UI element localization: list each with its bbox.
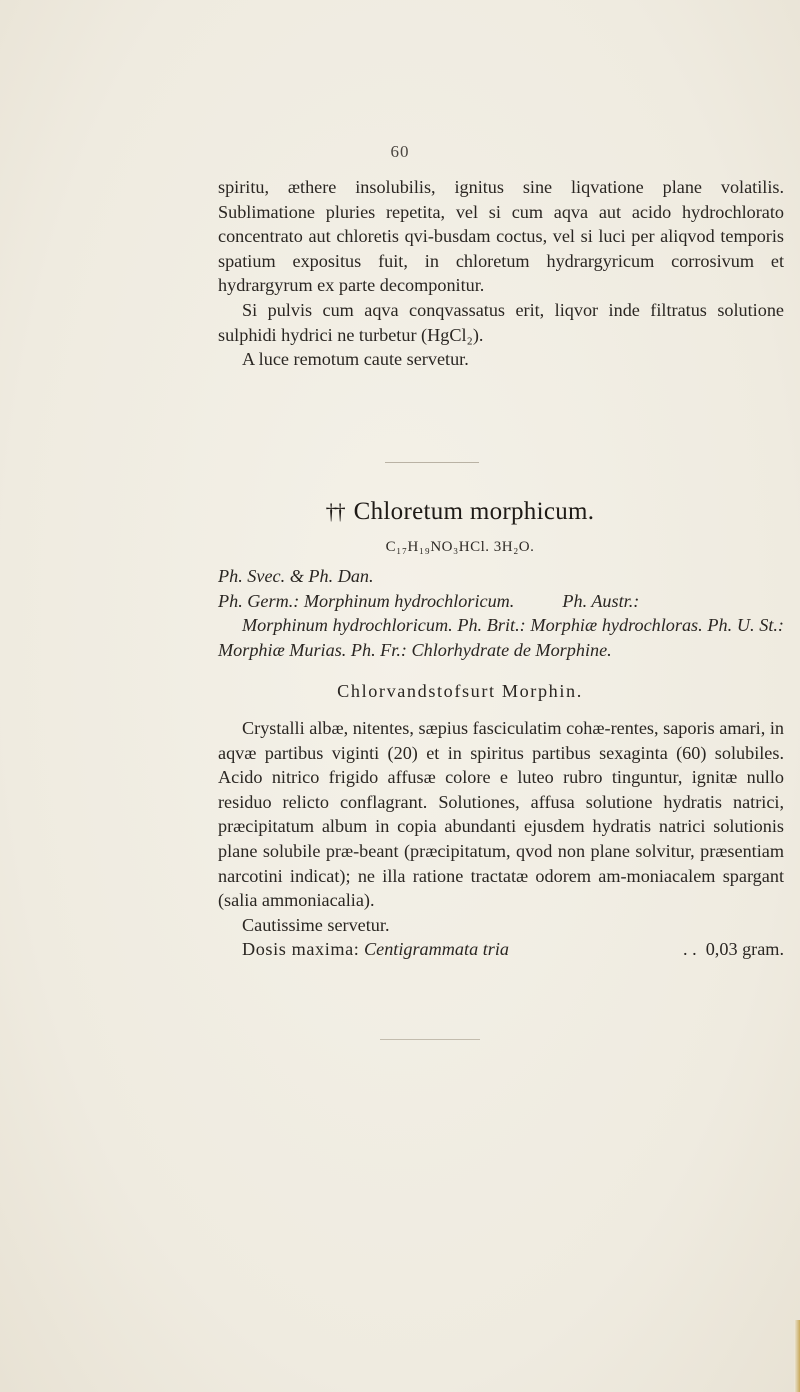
description-text	[218, 716, 784, 962]
intro-paragraph: spiritu, æthere insolubilis, ignitus sine liqvatione plane volatilis. Sublimatione pluries repetita, vel si cum aqva aut acido hydrochlorato concentrato aut chloretis qvi-busdam coctus, vel si luci per aliqvod temporis spatium expositus fuit, in chloretum hydrargyricum corrosivum et hydrargyrum ex parte decomponitur.	[218, 177, 784, 296]
pharmacopoeia-line	[218, 589, 784, 614]
description-paragraph: Crystalli albæ, nitentes, sæpius fasciculatim cohæ-rentes, saporis amari, in aqvæ partibus viginti (20) et in spiritus partibus sexaginta (60) solubiles. Acido nitrico frigido affusæ colore e luteo rubro tinguntur, ignitæ nullo residuo relicto conflagrant. Solutiones, affusa solutione hydratis natrici, præcipitatum album in copia abundanti ejusdem hydratis natrici solutionis plane solubile præ-beant (præcipitatum, qvod non plane solvitur, præsentiam narcotini indicat); ne illa ratione tractatæ odorem am-moniacalem spargant (salia ammoniacalia).	[218, 718, 784, 911]
chemical-formula: C₁₇H₁₉NO₃HCl. 3H₂O.	[385, 539, 535, 555]
pharmacopoeia-germ: Ph. Germ.: Morphinum hydrochloricum.	[218, 590, 515, 611]
swedish-name: Chlorvandstofsurt Morphin.	[337, 681, 583, 701]
intro-paragraph: A luce remotum caute servetur.	[242, 349, 469, 370]
section-divider	[380, 1039, 480, 1040]
dose-dots: . .	[682, 939, 697, 960]
page-edge-stain	[794, 1320, 800, 1392]
page-number: 60	[390, 142, 410, 161]
pharmacopoeia-line: Morphinum hydrochloricum. Ph. Brit.: Morphiæ hydrochloras. Ph. U. St.: Morphiæ Murias. Ph. Fr.: Chlorhydrate de Morphine.	[218, 615, 784, 660]
dagger-mark: ††	[325, 499, 344, 524]
pharmacopoeia-austr: Ph. Austr.:	[562, 590, 640, 611]
pharmacopoeia-line: Ph. Svec. & Ph. Dan.	[218, 566, 374, 586]
storage-note: Cautissime servetur.	[242, 914, 390, 935]
intro-paragraph: Si pulvis cum aqva conqvassatus erit, liqvor inde filtratus solutione sulphidi hydrici ne turbetur (HgCl₂).	[218, 299, 784, 345]
entry-title	[0, 498, 800, 526]
dose-label: Dosis maxima:	[242, 939, 360, 960]
pharmacopoeia-references	[218, 564, 784, 662]
section-divider	[385, 462, 479, 463]
entry-title-text: Chloretum morphicum.	[353, 498, 595, 525]
intro-text	[218, 175, 784, 372]
dose-value: Centigrammata tria	[363, 939, 509, 960]
dose-amount: 0,03 gram.	[705, 939, 784, 960]
dose-line	[218, 937, 784, 962]
